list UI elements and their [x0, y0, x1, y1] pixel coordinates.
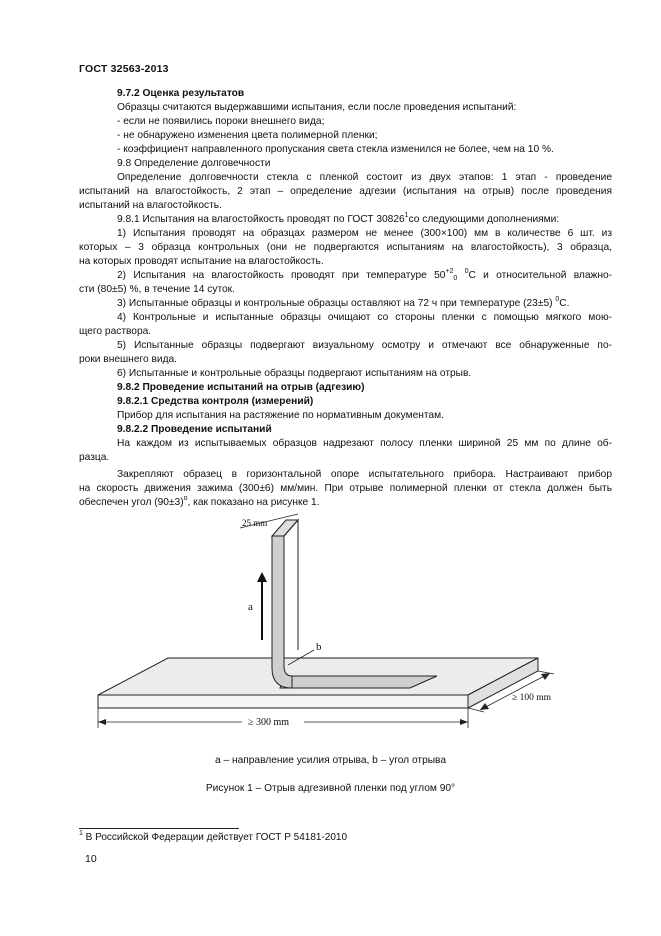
film-strip-flat [280, 676, 437, 688]
paragraph-line: Закрепляют образец в горизонтальной опоре испытательного прибора. Настраивают прибор [117, 469, 612, 480]
text-span: С. [559, 298, 570, 309]
text-span: 3) Испытанные образцы и контрольные образцы оставляют на 72 ч при температуре (23±5) [117, 298, 556, 309]
depth-arrow-bottom [480, 703, 489, 710]
footnote-mark: 1 [79, 830, 83, 837]
footnote-ref: 1 [404, 212, 409, 219]
depth-arrow-top [541, 673, 550, 680]
length-arrow-right [460, 719, 468, 725]
text-span: 9.8.1 Испытания на влагостойкость проводят по ГОСТ 30826 [117, 214, 405, 225]
force-arrow-head [257, 572, 267, 582]
footnote-separator [79, 828, 239, 829]
text-span: со следующими дополнениями: [408, 214, 560, 225]
film-strip-top [272, 520, 298, 536]
label-depth: ≥ 100 mm [512, 693, 551, 703]
label-b: b [316, 641, 322, 653]
film-edge [284, 520, 298, 650]
degree-sup: 0 [464, 268, 469, 275]
length-arrow-left [98, 719, 106, 725]
paragraph-line: разца. [79, 452, 110, 463]
paragraph-line: на которых проводят испытание на влагостойкость. [79, 256, 324, 267]
paragraph-line: щего раствора. [79, 326, 152, 337]
degree-sup: 0 [555, 296, 560, 303]
footnote-text: В Российской Федерации действует ГОСТ Р 54181-2010 [82, 832, 348, 843]
document-header: ГОСТ 32563-2013 [79, 63, 169, 75]
heading-9-8-2: 9.8.2 Проведение испытаний на отрыв (адгезию) [117, 382, 365, 393]
label-length: ≥ 300 mm [248, 717, 290, 728]
paragraph-line [117, 297, 569, 311]
text-span: 2) Испытания на влагостойкость проводят при температуре 50 [117, 270, 446, 281]
heading-9-8-2-1: 9.8.2.1 Средства контроля (измерений) [117, 396, 314, 407]
paragraph-line: 5) Испытанные образцы подвергают визуальному осмотру и отмечают все обнаруженные по- [117, 340, 612, 351]
heading-9-8-2-2: 9.8.2.2 Проведение испытаний [117, 424, 272, 435]
label-a: a [248, 601, 253, 613]
paragraph-line: сти (80±5) %, в течение 14 суток. [79, 284, 235, 295]
paragraph-line: 4) Контрольные и испытанные образцы очищают со стороны пленки с помощью мягкого мою- [117, 312, 612, 323]
tolerance-sub: 0 [453, 275, 458, 282]
text-span: , как показано на рисунке 1. [187, 497, 320, 508]
paragraph-line [117, 213, 559, 227]
paragraph-line: испытаний на влагостойкость, 2 этап – определение адгезии (испытания на отрыв) после проведения [79, 186, 612, 197]
text-span: обеспечен угол (90±3) [79, 497, 184, 508]
tolerance-sup: +2 [445, 268, 454, 275]
figure-legend: a – направление усилия отрыва, b – угол отрыва [214, 755, 447, 766]
paragraph-line: Прибор для испытания на растяжение по нормативным документам. [117, 410, 444, 421]
list-item: - коэффициент направленного пропускания света стекла изменился не более, чем на 10 %. [117, 144, 554, 155]
degree-sup: о [183, 495, 188, 502]
paragraph-line: на скорость движения зажима (300±6) мм/мин. При отрыве полимерной пленки от стекла должен быть [79, 483, 612, 494]
paragraph-line: 1) Испытания проводят на образцах размером не менее (300×100) мм в количестве 6 шт. из [117, 228, 612, 239]
paragraph-line: Определение долговечности стекла с пленкой состоит из двух этапов: 1 этап - проведение [117, 172, 612, 183]
footnote [79, 832, 347, 843]
paragraph-line: 6) Испытанные и контрольные образцы подвергают испытаниям на отрыв. [117, 368, 472, 379]
heading-9-7-2: 9.7.2 Оценка результатов [117, 88, 245, 99]
paragraph-line: Образцы считаются выдержавшими испытания, если после проведения испытаний: [117, 102, 517, 113]
peel-test-figure [92, 500, 562, 730]
list-item: - не обнаружено изменения цвета полимерной пленки; [117, 130, 378, 141]
text-span: С и относительной влажно- [468, 270, 612, 281]
figure-caption: Рисунок 1 – Отрыв адгезивной пленки под углом 90° [205, 783, 456, 794]
paragraph-line: которых – 3 образца контрольных (они не подвергаются испытаниям на влагостойкость), 3 образца, [79, 242, 612, 253]
paragraph-line: испытаний на влагостойкость. [79, 200, 222, 211]
paragraph-line: На каждом из испытываемых образцов надрезают полосу пленки шириной 25 мм по длине об- [117, 438, 612, 449]
paragraph-line [117, 269, 612, 283]
label-width: 25 mm [242, 518, 268, 528]
glass-plate-front [98, 695, 468, 708]
heading-9-8: 9.8 Определение долговечности [117, 158, 271, 169]
page-number: 10 [85, 853, 97, 865]
list-item: - если не появились пороки внешнего вида; [117, 116, 325, 127]
paragraph-line: роки внешнего вида. [79, 354, 178, 365]
